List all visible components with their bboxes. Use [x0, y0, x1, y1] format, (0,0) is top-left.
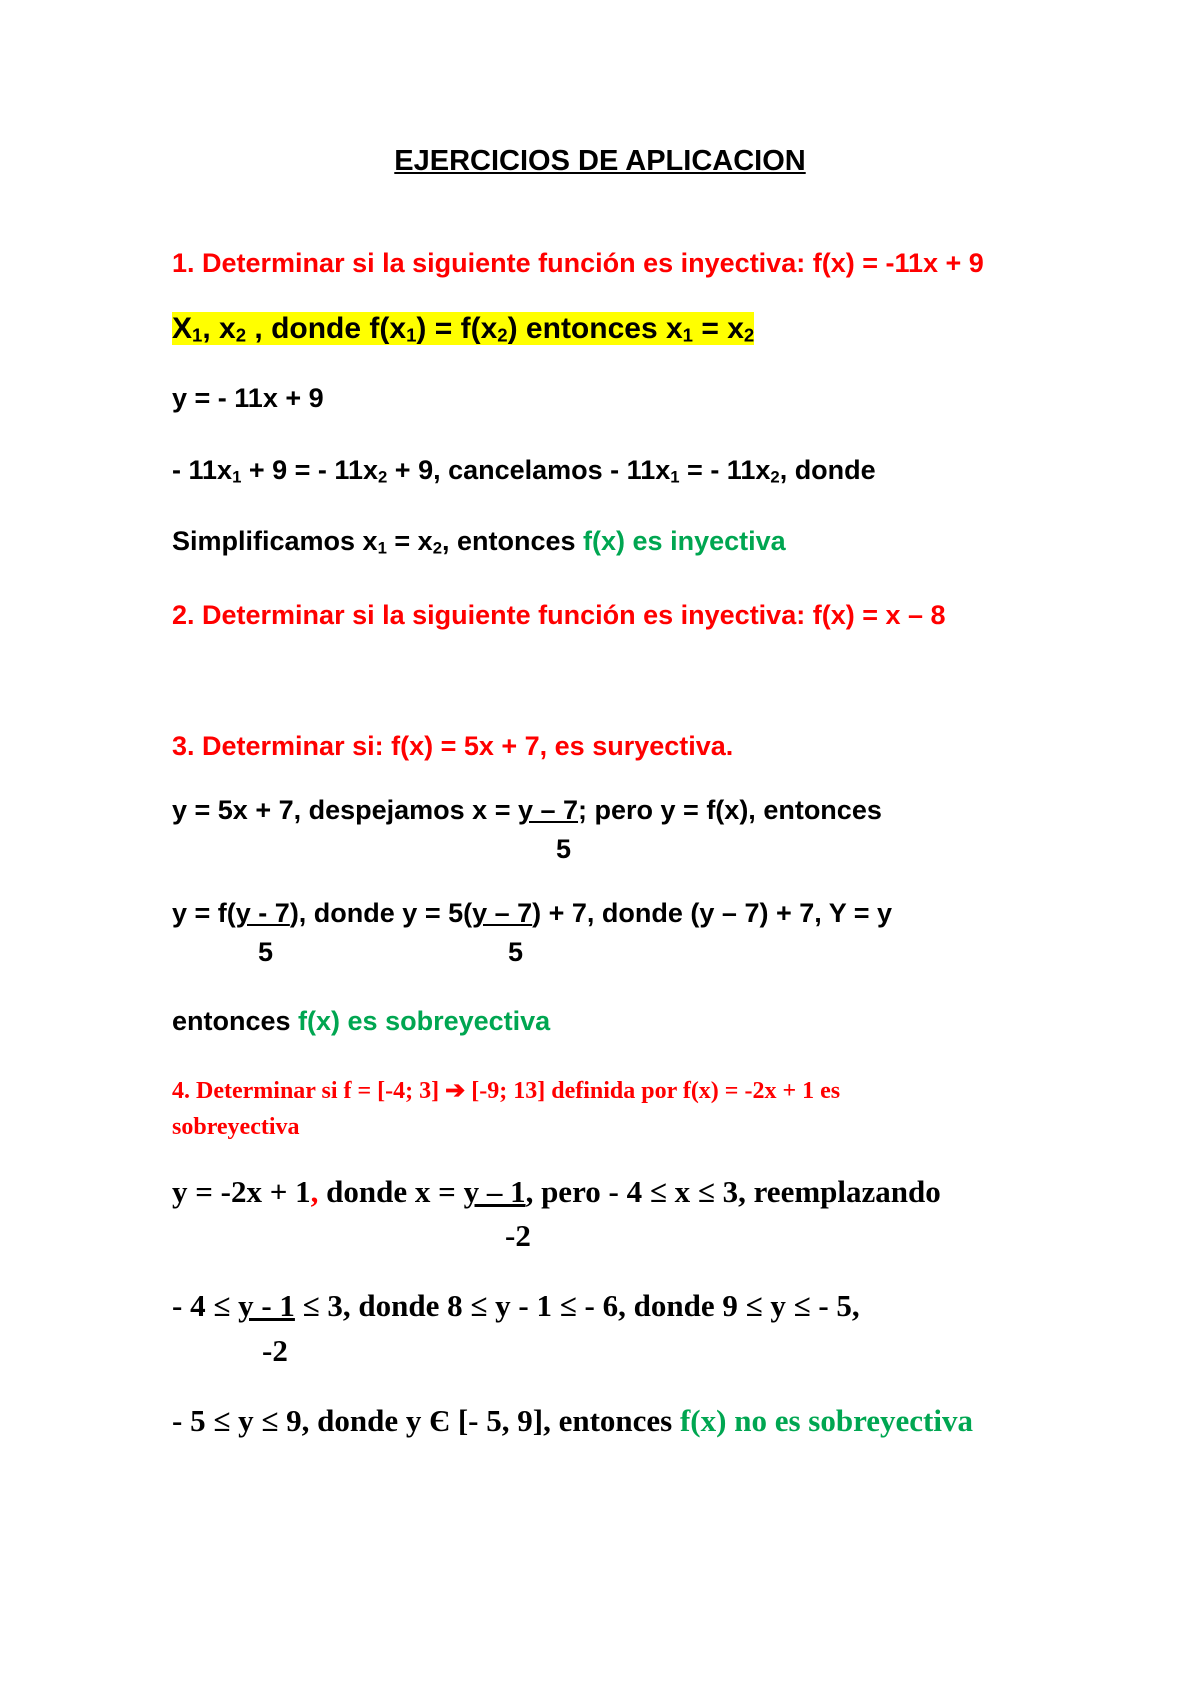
conclusion-surjective: f(x) es sobreyectiva [298, 1006, 551, 1036]
fraction-denominator: 5 [508, 937, 524, 967]
exercise-3-line-1: y = 5x + 7, despejamos x = y – 7; pero y = f(x), entonces [172, 795, 882, 825]
exercise-4-heading: 4. Determinar si f = [-4; 3] ➔ [-9; 13] definida por f(x) = -2x + 1 es [172, 1078, 841, 1104]
fraction-numerator: y – 7 [517, 795, 579, 825]
exercise-4-line-2: - 4 ≤ y - 1 ≤ 3, donde 8 ≤ y - 1 ≤ - 6, donde 9 ≤ y ≤ - 5, [172, 1288, 860, 1323]
fraction-denominator: -2 [505, 1218, 531, 1253]
fraction-numerator: y – 7 [472, 898, 533, 928]
fraction-denominator: -2 [262, 1333, 288, 1368]
fraction-denominator: 5 [258, 937, 274, 967]
exercise-2-heading: 2. Determinar si la siguiente función es inyectiva: f(x) = x – 8 [172, 600, 946, 630]
highlighted-definition: $X_1$, $x_2$ , donde $f(x_1) = f(x_2)$ entonces $x_1 = x_2$ [172, 312, 755, 346]
exercise-1-heading: 1. Determinar si la siguiente función es inyectiva: f(x) = -11x + 9 [172, 248, 984, 278]
exercise-4-heading-cont: sobreyectiva [172, 1114, 300, 1140]
fraction-numerator: y – 1 [463, 1174, 526, 1209]
fraction-numerator: y - 7 [235, 898, 290, 928]
exercise-4-line-1: y = -2x + 1, donde x = y – 1, pero - 4 ≤ x ≤ 3, reemplazando [172, 1174, 941, 1209]
exercise-1-line-1: y = - 11x + 9 [172, 383, 324, 413]
exercise-3-line-3: entonces f(x) es sobreyectiva [172, 1006, 551, 1036]
injective-definition [172, 312, 754, 347]
exercise-3-line-2: y = f(y - 7), donde y = 5(y – 7) + 7, donde (y – 7) + 7, Y = y [172, 898, 893, 928]
exercise-3-heading: 3. Determinar si: f(x) = 5x + 7, es suryectiva. [172, 731, 734, 761]
conclusion-injective: f(x) es inyectiva [583, 526, 786, 556]
fraction-denominator: 5 [556, 834, 572, 864]
exercise-1-line-2: - $11x_1 + 9$ = - $11x_2 + 9$, cancelamos - $11x_1$ = - $11x_2$, donde [172, 455, 876, 487]
arrow-icon: ➔ [445, 1078, 466, 1104]
page-title: EJERCICIOS DE APLICACION [394, 145, 806, 177]
exercise-4-line-3: - 5 ≤ y ≤ 9, donde y Є [- 5, 9], entonces f(x) no es sobreyectiva [172, 1403, 973, 1438]
exercise-1-line-3: Simplificamos $x_1 = x_2$, entonces f(x) es inyectiva [172, 526, 786, 558]
fraction-numerator: y - 1 [238, 1288, 295, 1323]
conclusion-not-surjective: f(x) no es sobreyectiva [679, 1403, 973, 1438]
